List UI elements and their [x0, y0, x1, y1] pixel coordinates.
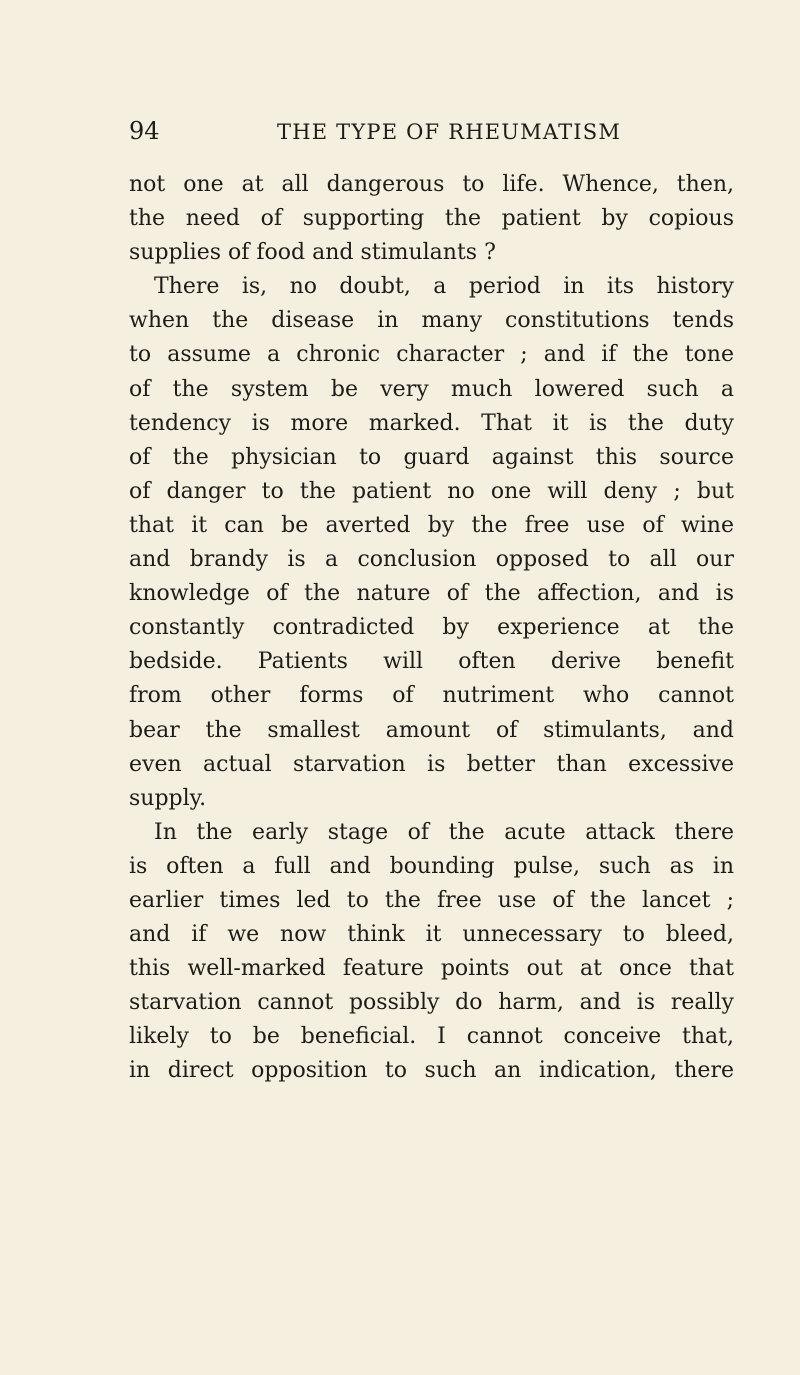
- text-line: from other forms of nutriment who cannot: [129, 683, 734, 709]
- text-line: in direct opposition to such an indication, there: [129, 1058, 734, 1084]
- running-title: THE TYPE OF RHEUMATISM: [277, 120, 622, 144]
- text-line: of danger to the patient no one will deny ; but: [129, 478, 734, 504]
- text-line: this well-marked feature points out at once that: [129, 956, 734, 982]
- body-text: [129, 168, 734, 1089]
- text-line: knowledge of the nature of the affection, and is: [129, 581, 734, 607]
- text-line: In the early stage of the acute attack there: [154, 819, 734, 845]
- text-line: even actual starvation is better than excessive: [129, 751, 734, 777]
- text-line: constantly contradicted by experience at the: [129, 615, 734, 641]
- running-head: [129, 117, 729, 151]
- text-line: of the system be very much lowered such a: [129, 376, 734, 402]
- text-line: earlier times led to the free use of the lancet ;: [129, 887, 734, 913]
- text-line: that it can be averted by the free use of wine: [129, 512, 734, 538]
- text-line: tendency is more marked. That it is the duty: [129, 410, 734, 436]
- text-line: when the disease in many constitutions tends: [129, 308, 734, 334]
- text-line: the need of supporting the patient by copious: [129, 206, 734, 232]
- page-number: 94: [129, 117, 160, 145]
- text-line: to assume a chronic character ; and if the tone: [129, 342, 734, 368]
- text-line: likely to be beneficial. I cannot conceive that,: [129, 1024, 734, 1050]
- text-line: is often a full and bounding pulse, such as in: [129, 853, 734, 879]
- text-line: supplies of food and stimulants ?: [129, 240, 496, 266]
- text-line: bedside. Patients will often derive benefit: [129, 649, 734, 675]
- text-line: starvation cannot possibly do harm, and is really: [129, 990, 734, 1016]
- text-line: of the physician to guard against this source: [129, 444, 734, 470]
- text-line: and if we now think it unnecessary to bleed,: [129, 922, 734, 948]
- text-line: and brandy is a conclusion opposed to all our: [129, 547, 734, 573]
- text-line: not one at all dangerous to life. Whence, then,: [129, 172, 734, 197]
- text-line: bear the smallest amount of stimulants, and: [129, 717, 734, 743]
- text-line: There is, no doubt, a period in its history: [154, 274, 734, 300]
- text-line: supply.: [129, 785, 207, 811]
